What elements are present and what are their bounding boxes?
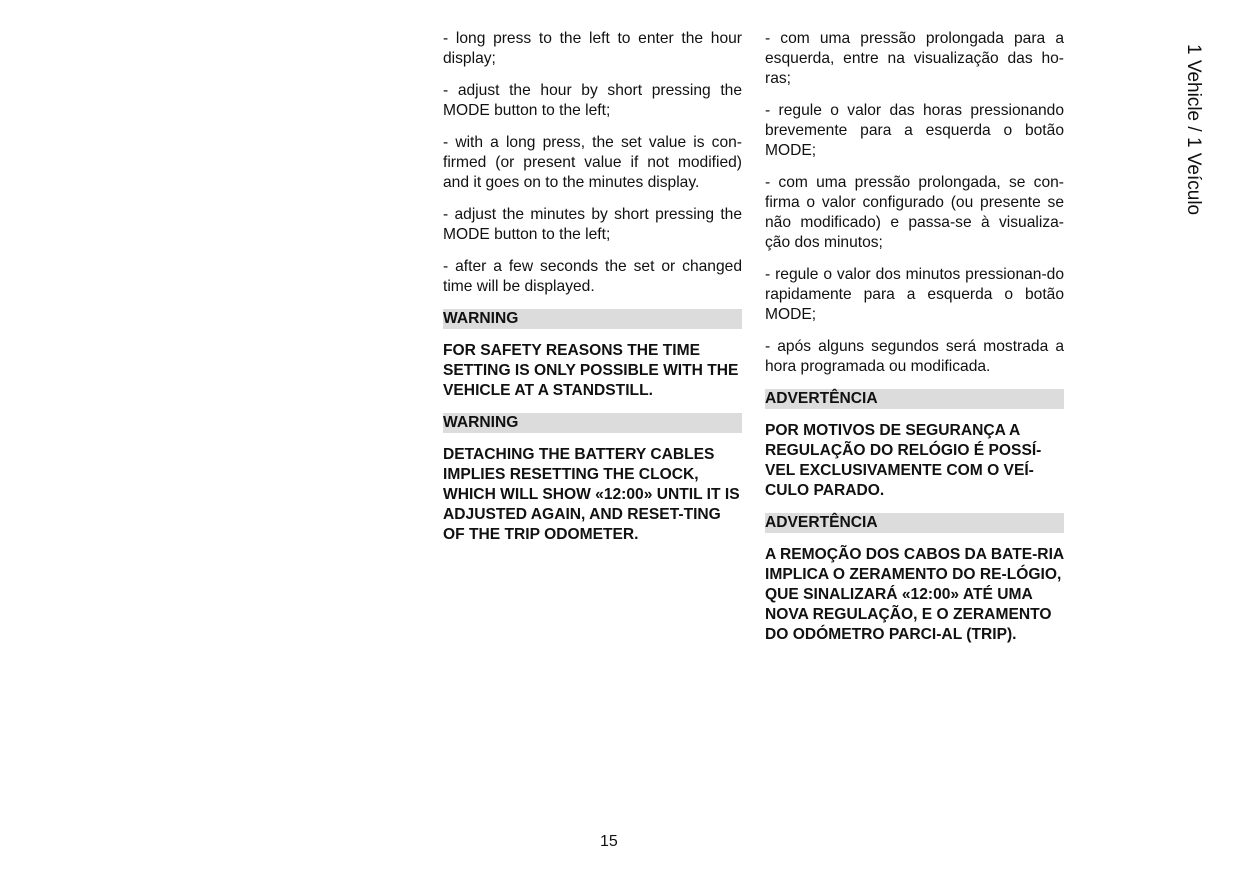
portuguese-warning-heading-2: ADVERTÊNCIA	[765, 513, 1064, 533]
page-number: 15	[600, 833, 618, 850]
english-step-long-press: - long press to the left to enter the hour display;	[443, 30, 742, 67]
english-step-confirm: - with a long press, the set value is con-firmed (or present value if not modified) and it goes on to the minutes display.	[443, 134, 742, 191]
english-step-display: - after a few seconds the set or changed time will be displayed.	[443, 258, 742, 295]
portuguese-warning-text-1: POR MOTIVOS DE SEGURANÇA A REGULAÇÃO DO RELÓGIO É POSSÍ-VEL EXCLUSIVAMENTE COM O VEÍ-CULO PARADO.	[765, 422, 1042, 499]
portuguese-step-confirm: - com uma pressão prolongada, se con-firma o valor configurado (ou presente se não modificado) e passa-se à visualiza-ção dos minutos;	[765, 174, 1064, 251]
portuguese-step-display: - após alguns segundos será mostrada a hora programada ou modificada.	[765, 338, 1064, 375]
english-warning-heading-1: WARNING	[443, 309, 742, 329]
english-column	[443, 29, 742, 557]
english-warning-text-2: DETACHING THE BATTERY CABLES IMPLIES RESETTING THE CLOCK, WHICH WILL SHOW «12:00» UNTIL IT IS ADJUSTED AGAIN, AND RESET-TING OF THE TRIP ODOMETER.	[443, 446, 740, 543]
english-step-adjust-minutes: - adjust the minutes by short pressing the MODE button to the left;	[443, 206, 742, 243]
portuguese-step-adjust-hour: - regule o valor das horas pressionando brevemente para a esquerda o botão MODE;	[765, 102, 1064, 159]
portuguese-warning-text-2: A REMOÇÃO DOS CABOS DA BATE-RIA IMPLICA O ZERAMENTO DO RE-LÓGIO, QUE SINALIZARÁ «12:00» ATÉ UMA NOVA REGULAÇÃO, E O ZERAMENTO DO ODÓMETRO PARCI-AL (TRIP).	[765, 546, 1064, 643]
portuguese-warning-heading-1: ADVERTÊNCIA	[765, 389, 1064, 409]
chapter-side-title: 1 Vehicle / 1 Veículo	[1183, 44, 1204, 216]
english-warning-text-1: FOR SAFETY REASONS THE TIME SETTING IS ONLY POSSIBLE WITH THE VEHICLE AT A STANDSTILL.	[443, 342, 739, 399]
portuguese-column	[765, 29, 1064, 657]
english-warning-heading-2: WARNING	[443, 413, 742, 433]
portuguese-step-long-press: - com uma pressão prolongada para a esquerda, entre na visualização das ho-ras;	[765, 30, 1064, 87]
portuguese-step-adjust-minutes: - regule o valor dos minutos pressionan-do rapidamente para a esquerda o botão MODE;	[765, 266, 1064, 323]
english-step-adjust-hour: - adjust the hour by short pressing the MODE button to the left;	[443, 82, 742, 119]
